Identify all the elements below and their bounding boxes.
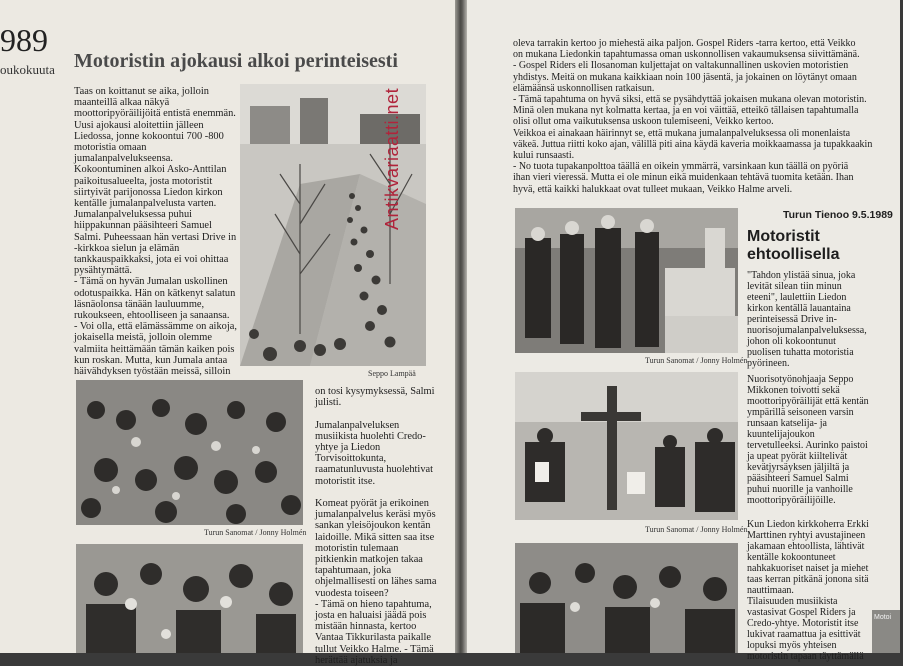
article-column-1: Taas on koittanut se aika, jolloin maanteillä alkaa näkyä moottoripyöräilijöitä entistä enemmän. Uusi ajokausi aloitettiin jälleen Liedossa, jonne kokoontui 700 -800 motoristia omaan jumalanpalvelukseensa. Kokoontuminen alkoi Asko-Anttilan paikoitusalueelta, josta motoristit siirtyivät parijonossa Liedon kirkon kentälle jumalanpalvelusta varten. Jumalanpalveluksessa puhui hiippakunnan pääsihteeri Samuel Salmi. Puheessaan hän vertasi Drive in -kirkkoa sielun ja elämän tankkauspaikkaksi, jota ei voi ohittaa pysähtymättä. - Tämä on hyvän Jumalan uskollinen odotuspaikka. Hän on kätkenyt salatun läsnäolonsa tänään lauluumme, rukoukseen, ehtoolliseen ja sanaansa. - Voi olla, että elämässämme on aikoja, jokaisella meistä, jolloin olemme valmiita heittämään tämän kaiken pois kun roskan. Mutta, kun Jumala antaa häivähdyksen työstään meissä, silloin <box>74 86 237 378</box>
right-page <box>467 0 900 662</box>
communion-photo <box>515 208 738 353</box>
photo-credit-cross: Turun Sanomat / Jonny Holmén <box>645 525 748 534</box>
crowd-photo-1 <box>76 380 303 525</box>
source-line: Turun Tienoo 9.5.1989 <box>783 209 893 221</box>
edge-tab-label: Motoi <box>874 614 892 621</box>
year-heading: 989 <box>0 22 48 58</box>
article-headline: Motoristin ajokausi alkoi perinteisesti <box>74 50 398 72</box>
article-2-intro: "Tahdon ylistää sinua, joka levität silean tiin minun eteeni", laulettiin Liedon kirkon kentällä lauantaina perinteisessä Drive in- nuorisojumalanpalveluksessa, johon oli kokoontunut puolisen tuhatta motoristia pyörineen. <box>747 270 867 369</box>
edge-tab <box>872 610 900 653</box>
article-2-para-3: Kun Liedon kirkkoherra Erkki Marttinen ryhtyi avustajineen jakamaan ehtoollista, lähtivät kentälle kokoontuneet nahkakuoriset naiset ja miehet taas kerran pitkänä jonona sitä nauttimaan. Tilaisuuden musiikista vastasivat Gospel Riders ja Credo-yhtye. Motoristit itse lukivat raamattua ja esittivät lopuksi myös yhteisen motoristin tapaan täyttämällä <box>747 519 869 662</box>
cross-photo <box>515 372 738 520</box>
crowd-photo-2 <box>76 544 303 653</box>
article-column-2: on tosi kysymyksessä, Salmi julisti. Jumalanpalveluksen musiikista huolehti Credo- yhtye ja Liedon Torvisoittokunta, raamatunluvusta huolehtivat motoristit itse. Komeat pyörät ja erikoinen jumalanpalvelus keräsi myös sankan yleisöjoukon kentän laidoille. Mikä sitten saa itse motoristin tulemaan pitkienkin matkojen takaa tapahtumaan, joka ohjelmallisesti on lähes sama vuodesta toiseen? - Tämä on hieno tapahtuma, josta en haluaisi jäädä pois mistään hinnasta, kertoo Vantaa Tikkurilasta paikalle tullut Veikko Halme. - Tämä herättää ajatuksia ja <box>315 386 437 666</box>
photo-credit-parade: Seppo Lampää <box>368 369 416 378</box>
month-heading: oukokuuta <box>0 62 55 77</box>
crowd-photo-3 <box>515 543 738 653</box>
article-continuation: oleva tarrakin kertoo jo miehestä aika paljon. Gospel Riders -tarra kertoo, että Veikko on mukana Liedonkin tapahtumassa oman uskonnollisen vakaumuksensa siivittämänä. - Gospel Riders eli Ilosanoman kuljettajat on valtakunnallinen uskovien motoristien yhdistys. Meitä on mukana kaikkiaan noin 100 jäsentä, ja jokainen on löytänyt omaan elämäänsä uskonnollisen ratkaisun. - Tämä tapahtuma on hyvä siksi, että se pysähdyttää jokaisen mukana olevan motoristin. Minä olen mukana nyt kolmatta kertaa, ja en voi väittää, etteikö tällaisen tapahtumalla olisi ollut oma vaikutuksensa uskoon tulemiseeni, Veikko kertoo. Veikkoa ei ainakaan häirinnyt se, että mukana jumalanpalveluksessa oli monenlaista väkeä. Juttua riitti koko ajan, välillä piti aina käydä kaveria moikkaamassa ja tupakkaakin kului runsaasti. - No tuota tupakanpolttoa täällä en oikein ymmärrä, varsinkaan kun täällä on pyöriä ihan vieri vieressä. Mutta ei ole minun eikä muidenkaan tehtävä tuomita ketään. Ihan hyvä, että kaikki halukkaat ovat tulleet mukaan, Veikko Halme arveli. <box>513 38 873 195</box>
photo-credit-communion: Turun Sanomat / Jonny Holmén <box>645 356 748 365</box>
book-gutter <box>455 0 467 653</box>
article-2-para-2: Nuorisotyönohjaaja Seppo Mikkonen toivotti sekä moottoripyöräilijät että kentän ympärillä seisoneen varsin runsaan katselija- ja kuuntelijajoukon tervetulleeksi. Aurinko paistoi ja upeat pyörät kiiltelivät kevätjyrsäyksen jäljiltä ja pääsihteeri Samuel Salmi puhui nuorille ja vanhoille moottoripyöräilijöille. <box>747 374 869 506</box>
photo-credit-crowd-1: Turun Sanomat / Jonny Holmén <box>204 528 307 537</box>
article-2-headline: Motoristit ehtoollisella <box>747 228 840 263</box>
watermark: Antikvariaatti.net <box>382 87 402 230</box>
